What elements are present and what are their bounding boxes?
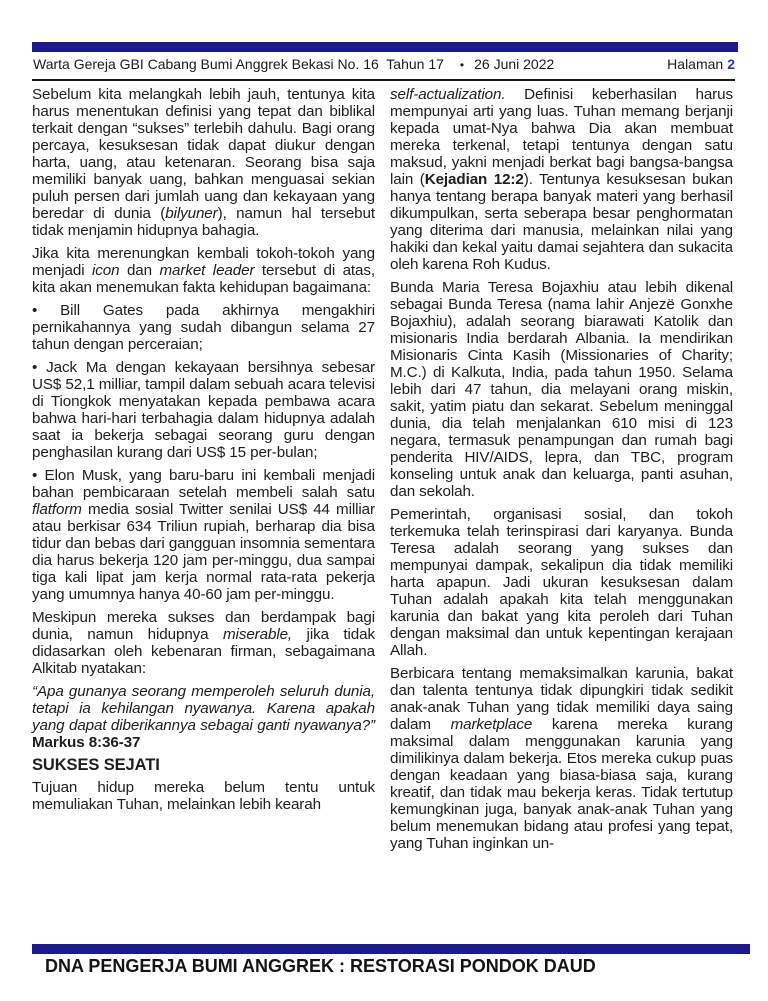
paragraph <box>32 245 375 296</box>
paragraph <box>390 665 733 852</box>
text-segment: ), namun hal tersebut tidak menjamin hidupnya bahagia. <box>32 205 375 239</box>
bullet-paragraph <box>32 467 375 603</box>
text-segment: Tujuan hidup mereka belum tentu untuk memuliakan Tuhan, melainkan lebih kearah <box>32 779 375 813</box>
bullet-paragraph <box>32 302 375 353</box>
text-segment: Meskipun mereka sukses dan berdampak bagi dunia, namun hidupnya <box>32 609 375 643</box>
text-segment: Markus 8:36-37 <box>32 734 141 751</box>
text-segment: Bunda Maria Teresa Bojaxhiu atau lebih dikenal sebagai Bunda Teresa (nama lahir Anjezë Gonxhe Bojaxhiu), adalah seorang biarawati Katolik dan misionaris India berdarah Albania. Ia mendirikan Misionaris Cinta Kasih (Missionaries of Charity; M.C.) di Kalkuta, India, pada tahun 1950. Selama lebih dari 47 tahun, dia melayani orang miskin, sakit, yatim piatu dan sekarat. Sebelum meninggal dunia, dia telah menjalankan 610 misi di 123 negara, termasuk penampungan dan rumah bagi penderita HIV/AIDS, lepra, dan TBC, program konseling untuk anak dan keluarga, panti asuhan, dan sekolah. <box>390 279 733 500</box>
text-segment: dan <box>119 262 160 279</box>
text-segment: Definisi keberhasilan harus mempunyai arti yang luas. Tuhan memang berjanji kepada umat-Nya bahwa Dia akan membuat mereka terkenal, tetapi tentunya dengan satu maksud, yakni menjadi berkat bagi bangsa-bangsa lain ( <box>390 86 733 188</box>
text-segment: Jika kita merenungkan kembali tokoh-tokoh yang menjadi <box>32 245 375 279</box>
paragraph <box>390 86 733 273</box>
paragraph <box>32 779 375 813</box>
text-segment: “Apa gunanya seorang memperoleh seluruh dunia, tetapi ia kehilangan nyawanya. Karena apakah yang dapat diberikannya sebagai ganti nyawanya?” <box>32 683 375 734</box>
text-segment: • Bill Gates pada akhirnya mengakhiri pernikahannya yang sudah dibangun selama 27 tahun dengan perceraian; <box>32 302 375 353</box>
text-segment: karena mereka kurang maksimal dalam menggunakan karunia yang dimilikinya dalam bekerja. Etos mereka cukup puas dengan keadaan yang biasa-biasa saja, kurang kreatif, dan tidak mau bekerja keras. Tidak tertutup kemungkinan juga, banyak anak-anak Tuhan yang belum menemukan bidang atau profesi yang tepat, yang Tuhan inginkan un- <box>390 716 733 852</box>
text-segment: jika tidak didasarkan oleh kebenaran firman, sebagaimana Alkitab nyatakan: <box>32 626 375 677</box>
text-segment: icon <box>91 262 120 279</box>
paragraph <box>390 506 733 659</box>
issue-title: Warta Gereja GBI Cabang Bumi Anggrek Bekasi No. 16 Tahun 17 <box>33 56 444 72</box>
text-segment: media sosial Twitter senilai US$ 44 milliar atau berkisar 634 Triliun rupiah, berharap dia bisa tidur dan bebas dari gangguan insomnia sementara dia harus bekerja 120 jam per-minggu, dua sampai tiga kali lipat jam kerja normal rata-rata pekerja yang umumnya hanya 40-60 jam per-minggu. <box>32 501 375 603</box>
text-segment: Berbicara tentang memaksimalkan karunia, bakat dan talenta tentunya tidak dipungkiri tidak sedikit anak-anak Tuhan yang tidak memiliki daya saing dalam <box>390 665 733 733</box>
quote-paragraph <box>32 683 375 751</box>
text-segment: self-actualization. <box>390 86 506 103</box>
bullet-paragraph <box>32 359 375 461</box>
text-segment: ). Tentunya kesuksesan bukan hanya tentang berapa banyak materi yang berhasil dikumpulkan, serta seberapa besar penghormatan yang diterima dari manusia, melainkan nilai yang hakiki dan kekal yaitu damai sejahtera dan sukacita oleh karena Roh Kudus. <box>390 171 733 273</box>
page-indicator <box>667 56 735 72</box>
article-column-right <box>390 86 733 858</box>
article-body <box>32 86 733 858</box>
text-segment: market leader <box>159 262 255 279</box>
text-segment: bilyuner <box>165 205 218 222</box>
text-segment: miserable, <box>223 626 293 643</box>
article-column-left <box>32 86 375 858</box>
text-segment: • Jack Ma dengan kekayaan bersihnya sebesar US$ 52,1 milliar, tampil dalam sebuah acara televisi di Tiongkok menyatakan kepada pembawa acara bahwa hari-hari terbahagia dalam hidupnya adalah saat ia bekerja sebagai seorang guru dengan penghasilan kurang dari US$ 15 per-bulan; <box>32 359 375 461</box>
bullet-separator: • <box>459 58 465 72</box>
issue-date: 26 Juni 2022 <box>474 56 555 72</box>
text-segment: tersebut di atas, kita akan menemukan fakta kehidupan bagaimana: <box>32 262 376 296</box>
paragraph <box>390 279 733 500</box>
footer-slogan: DNA PENGERJA BUMI ANGGREK : RESTORASI PONDOK DAUD <box>45 956 596 976</box>
text-segment: Sebelum kita melangkah lebih jauh, tentunya kita harus menentukan definisi yang tepat dan biblikal terkait dengan “sukses” terlebih dahulu. Bagi orang percaya, kesuksesan tidak dapat diukur dengan harta, uang, atau ketenaran. Seorang bisa saja memiliki banyak uang, bahkan menguasai sekian puluh persen dari jumlah uang dan kekayaan yang beredar di dunia ( <box>32 86 375 222</box>
text-segment: Pemerintah, organisasi sosial, dan tokoh terkemuka telah terinspirasi dari karyanya. Bunda Teresa adalah seorang yang sukses dan mempunyai dampak, sekalipun dia tidak memiliki harta apapun. Jadi ukuran kesuksesan dalam Tuhan adalah apakah kita telah menggunakan karunia dan bakat yang kita peroleh dari Tuhan dengan maksimal dan untuk kepentingan kerajaan Allah. <box>390 506 733 659</box>
text-segment: • Elon Musk, yang baru-baru ini kembali menjadi bahan pembicaraan setelah membeli salah satu <box>32 467 375 501</box>
paragraph <box>32 86 375 239</box>
header-accent-bar <box>32 42 738 52</box>
text-segment: Kejadian 12:2 <box>424 171 524 188</box>
text-segment: SUKSES SEJATI <box>32 756 160 774</box>
text-segment: flatform <box>32 501 82 518</box>
page-header <box>33 56 735 72</box>
header-rule <box>32 79 735 81</box>
newsletter-masthead <box>33 56 560 72</box>
footer-accent-bar <box>32 944 750 954</box>
page-number: 2 <box>727 56 735 72</box>
text-segment: marketplace <box>450 716 533 733</box>
section-heading <box>32 757 375 774</box>
paragraph <box>32 609 375 677</box>
page-label: Halaman <box>667 56 724 72</box>
